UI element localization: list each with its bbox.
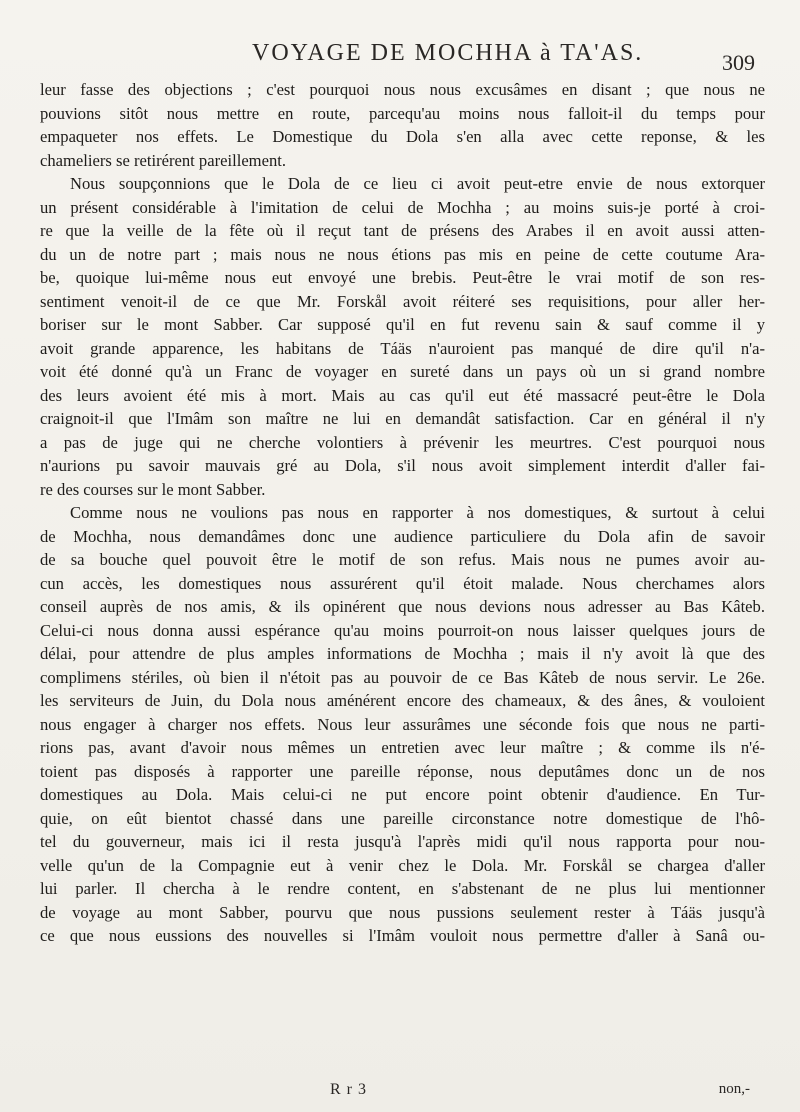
text-line: empaqueter nos effets. Le Domestique du Dola s'en alla avec cette reponse, & les <box>40 127 765 146</box>
text-line: pouvions sitôt nous mettre en route, parcequ'au moins nous falloit-il du temps pour <box>40 103 765 123</box>
text-line: de voyage au mont Sabber, pourvu que nous pussions seulement rester à Táäs jusqu'à <box>40 902 765 922</box>
running-head <box>0 40 800 75</box>
text-line: rions pas, avant d'avoir nous mêmes un entretien avec leur maître ; & comme ils n'é- <box>40 738 765 757</box>
text-line: les serviteurs de Juin, du Dola nous aménérent encore des chameaux, & des ânes, & vouloient <box>40 691 765 710</box>
text-line: chameliers se retirérent pareillement. <box>40 150 287 170</box>
text-line: délai, pour attendre de plus amples informations de Mochha ; mais il n'y avoit là que des <box>40 644 765 663</box>
text-line: tel du gouverneur, mais ici il resta jusqu'à l'après midi qu'il nous rapporta pour nou- <box>40 832 765 851</box>
signature-mark: R r 3 <box>330 1081 367 1098</box>
catchword: non,- <box>718 1081 750 1097</box>
text-line: des leurs avoient été mis à mort. Mais au cas qu'il eut été massacré peut-être le Dola <box>40 385 765 405</box>
text-line: toient pas disposés à rapporter une pareille réponse, nous deputâmes donc un de nos <box>40 761 765 781</box>
text-line: complimens stériles, où bien il n'étoit pas au pouvoir de ce Bas Kâteb de nous servir. Le 26e. <box>40 667 765 687</box>
text-line: conseil auprès de nos amis, & ils opinérent que nous devions nous adresser au Bas Kâteb. <box>40 597 765 616</box>
text-line: quie, on eût bientot chassé dans une pareille circonstance notre domestique de l'hô- <box>40 808 765 828</box>
text-line: re des courses sur le mont Sabber. <box>40 479 266 499</box>
text-line: de Mochha, nous demandâmes donc une audience particuliere du Dola afin de savoir <box>40 526 765 546</box>
text-line: leur fasse des objections ; c'est pourquoi nous nous excusâmes en disant ; que nous ne <box>40 80 765 99</box>
body-text <box>40 78 765 948</box>
text-line: domestiques au Dola. Mais celui-ci ne put encore point obtenir d'audience. En Tur- <box>40 785 765 804</box>
text-line: un présent considérable à l'imitation de celui de Mochha ; au moins suis-je porté à croi- <box>40 197 765 217</box>
page-number: 309 <box>722 50 755 75</box>
text-line: re que la veille de la fête où il reçut tant de présens des Arabes il en avoit aussi atten- <box>40 221 765 240</box>
text-line: a pas de juge qui ne cherche volontiers à prévenir les meurtres. C'est pourquoi nous <box>40 432 765 452</box>
text-line: craignoit-il que l'Imâm son maître ne lui en demandât satisfaction. Car en général il n'y <box>40 409 765 428</box>
text-line: velle qu'un de la Compagnie eut à venir chez le Dola. Mr. Forskål se chargea d'aller <box>40 855 765 875</box>
text-line: voit été donné qu'à un Franc de voyager en sureté dans un pays où un si grand nombre <box>40 362 765 381</box>
text-line: cun accès, les domestiques nous assurérent qu'il étoit malade. Nous cherchames alors <box>40 573 765 593</box>
text-line: du un de notre part ; mais nous ne nous étions pas mis en peine de cette coutume Ara- <box>40 244 765 264</box>
text-line: boriser sur le mont Sabber. Car supposé qu'il en fut revenu sain & sauf comme il y <box>40 315 765 334</box>
text-line: avoit grande apparence, les habitans de Táäs n'auroient pas manqué de dire qu'il n'a- <box>40 338 765 358</box>
text-line: sentiment venoit-il de ce que Mr. Forskål avoit réiteré ses requisitions, pour aller her- <box>40 291 765 311</box>
text-line: be, quoique lui-même nous eut envoyé une brebis. Peut-être le vrai motif de son res- <box>40 268 765 287</box>
text-line: lui parler. Il chercha à le rendre content, en s'abstenant de ne plus lui mentionner <box>40 879 765 898</box>
text-line: Nous soupçonnions que le Dola de ce lieu ci avoit peut-etre envie de nous extorquer <box>70 174 765 193</box>
text-line: Celui-ci nous donna aussi espérance qu'au moins pourroit-on nous laisser quelques jours de <box>40 620 765 640</box>
text-line: n'aurions pu savoir mauvais gré au Dola, s'il nous avoit simplement interdit d'aller fai- <box>40 456 765 475</box>
text-line: nous engager à charger nos effets. Nous leur assurâmes une séconde fois que nous ne parti- <box>40 714 765 734</box>
text-line: ce que nous eussions des nouvelles si l'Imâm vouloit nous permettre d'aller à Sanâ ou- <box>40 926 765 945</box>
running-title: VOYAGE DE MOCHHA à TA'AS. <box>252 40 644 66</box>
text-line: de sa bouche quel pouvoit être le motif de son refus. Mais nous ne pumes avoir au- <box>40 550 765 569</box>
text-line: Comme nous ne voulions pas nous en rapporter à nos domestiques, & surtout à celui <box>70 503 765 522</box>
